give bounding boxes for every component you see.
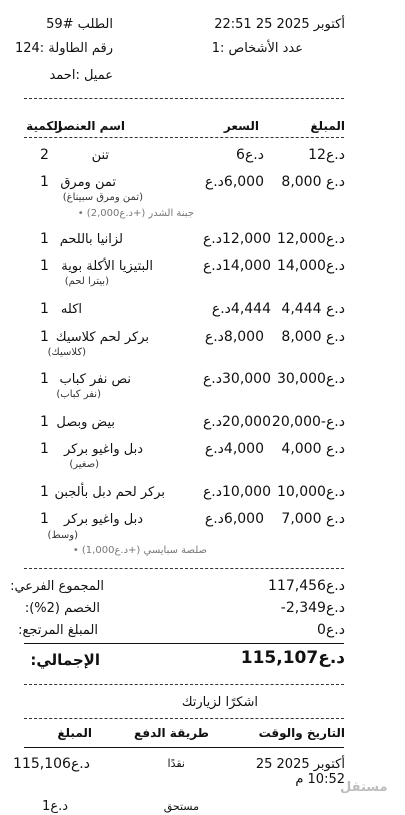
divider — [24, 684, 344, 685]
item-amount: د.ع 8,000 — [281, 329, 345, 345]
divider — [24, 747, 344, 748]
discount-value: د.ع2,349- — [280, 600, 345, 616]
payments-amount-header: المبلغ — [57, 726, 92, 740]
item-price: 20,000د.ع — [202, 414, 271, 430]
grand-total-value: د.ع115,107 — [240, 648, 345, 668]
item-price: 6,000د.ع — [204, 511, 264, 527]
payment-method: نقدًا — [167, 757, 185, 770]
item-price: 4,444د.ع — [211, 301, 271, 317]
item-amount: د.ع-20,000 — [271, 414, 345, 430]
item-price: 8,000د.ع — [204, 329, 264, 345]
due-label: مستحق — [163, 800, 199, 813]
divider — [24, 568, 344, 569]
table-number: رقم الطاولة :124 — [14, 41, 113, 56]
item-name: بركر لحم كلاسيك — [55, 330, 149, 345]
item-name: اكله — [60, 302, 82, 317]
divider — [24, 643, 344, 644]
item-sub: (نفر كباب) — [56, 389, 101, 400]
item-sub: (وسط) — [47, 530, 78, 541]
item-qty: 1 — [40, 301, 49, 317]
col-amount-header: المبلغ — [310, 119, 345, 133]
item-price: 10,000د.ع — [202, 484, 271, 500]
order-number: الطلب #59 — [46, 17, 113, 32]
item-qty: 2 — [40, 147, 49, 163]
item-name: دبل واغيو بركر — [64, 442, 143, 457]
item-price: 12,000د.ع — [202, 231, 271, 247]
item-qty: 1 — [40, 484, 49, 500]
grand-total-label: الإجمالي: — [30, 651, 100, 669]
order-date-time: أكتوبر 2025 25 22:51 — [214, 17, 345, 32]
col-price-header: السعر — [223, 119, 259, 133]
item-qty: 1 — [40, 371, 49, 387]
item-name: نص نفر كباب — [59, 372, 131, 387]
discount-label: الخصم (2%): — [24, 601, 100, 616]
item-qty: 1 — [40, 441, 49, 457]
col-item-header: اسم العنصر — [55, 119, 125, 133]
watermark-logo: مستقل — [340, 780, 388, 795]
item-amount: د.ع 4,000 — [281, 441, 345, 457]
item-amount: د.ع10,000 — [276, 484, 345, 500]
item-option: جبنة الشدر (+د.ع2,000) • — [77, 208, 194, 219]
subtotal-label: المجموع الفرعي: — [10, 579, 104, 594]
item-qty: 1 — [40, 329, 49, 345]
item-amount: د.ع30,000 — [276, 371, 345, 387]
customer-name: عميل :احمد — [49, 68, 113, 83]
item-sub: (كلاسيك) — [47, 347, 86, 358]
due-value: د.ع1 — [42, 799, 68, 814]
item-sub: (صغير) — [69, 459, 99, 470]
item-qty: 1 — [40, 174, 49, 190]
item-amount: د.ع 4,444 — [281, 301, 345, 317]
item-name: بركر لحم دبل بألجبن — [54, 485, 165, 500]
thank-you-message: اشكرًا لزيارتك — [181, 695, 258, 710]
divider — [24, 98, 344, 99]
item-amount: د.ع14,000 — [276, 258, 345, 274]
item-price: د.ع6 — [236, 147, 264, 163]
payment-date: أكتوبر 2025 25 — [255, 757, 345, 772]
payments-date-header: التاريخ والوقت — [258, 726, 345, 740]
divider — [24, 137, 344, 138]
refund-value: د.ع0 — [317, 622, 345, 638]
item-amount: د.ع12 — [308, 147, 345, 163]
item-price: 30,000د.ع — [202, 371, 271, 387]
item-name: تنن — [91, 148, 109, 163]
col-qty-header: الكمية — [26, 119, 62, 133]
item-name: تمن ومرق — [60, 175, 116, 190]
subtotal-value: د.ع117,456 — [268, 578, 345, 594]
item-name: بيض وبصل — [56, 415, 115, 430]
item-sub: (بيترا لحم) — [64, 276, 109, 287]
item-qty: 1 — [40, 511, 49, 527]
payment-time: 10:52 م — [295, 772, 345, 787]
item-name: البتيزيا الأكلة بوية — [61, 259, 153, 274]
item-price: 14,000د.ع — [202, 258, 271, 274]
item-amount: د.ع12,000 — [276, 231, 345, 247]
payment-amount: د.ع115,106 — [13, 756, 90, 772]
item-qty: 1 — [40, 258, 49, 274]
item-qty: 1 — [40, 231, 49, 247]
item-option: صلصة سبايسي (+د.ع1,000) • — [72, 545, 207, 556]
item-amount: د.ع 8,000 — [281, 174, 345, 190]
guest-count: عدد الأشخاص :1 — [211, 41, 303, 56]
payments-method-header: طريقة الدفع — [134, 726, 209, 740]
refund-label: المبلغ المرتجع: — [18, 623, 98, 638]
divider — [24, 718, 344, 719]
item-qty: 1 — [40, 414, 49, 430]
item-price: 4,000د.ع — [204, 441, 264, 457]
item-sub: (تمن ومرق سبيناغ) — [62, 192, 143, 203]
item-amount: د.ع 7,000 — [281, 511, 345, 527]
item-name: لزانيا باللحم — [59, 232, 123, 247]
item-price: 6,000د.ع — [204, 174, 264, 190]
item-name: دبل واغيو بركر — [64, 512, 143, 527]
